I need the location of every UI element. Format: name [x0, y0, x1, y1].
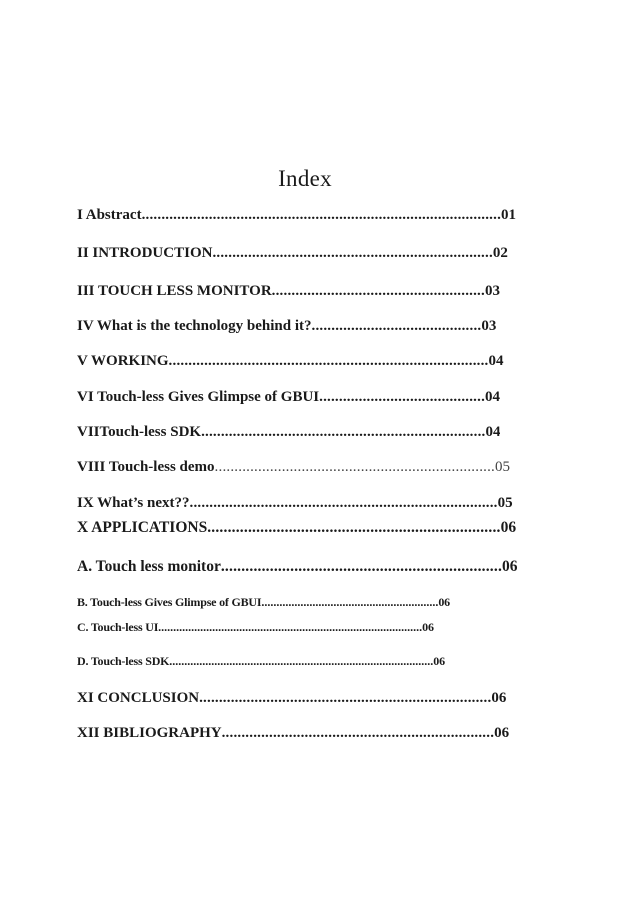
toc-entry-page: 03	[481, 318, 497, 334]
toc-entry-touch-less-monitor	[77, 282, 500, 300]
toc-entry-gbui-sub	[77, 595, 450, 609]
toc-entry-label: A. Touch less monitor	[77, 558, 221, 575]
toc-entry-label: III TOUCH LESS MONITOR	[77, 283, 272, 299]
toc-entry-page: 05	[495, 459, 510, 475]
toc-entry-leader: ...........................................................................................	[141, 207, 502, 223]
toc-entry-sdk-sub	[77, 654, 445, 668]
toc-entry-touch-less-monitor-sub	[77, 558, 518, 577]
toc-entry-leader: ...........................................................	[261, 595, 439, 609]
toc-entry-leader: .....................................................................	[221, 725, 495, 741]
toc-entry-introduction	[77, 244, 508, 262]
toc-entry-leader: ..............................................................................	[189, 495, 498, 511]
toc-entry-leader: ........................................................................................	[169, 654, 434, 668]
toc-entry-label: D. Touch-less SDK	[77, 654, 170, 668]
toc-entry-leader: .....................................................................	[220, 558, 503, 575]
toc-entry-page: 06	[491, 690, 507, 706]
toc-entry-leader: ..........................................................................	[199, 690, 492, 706]
toc-entry-page: 04	[488, 353, 504, 369]
toc-entry-leader: ........................................................................	[207, 519, 501, 536]
toc-entry-label: C. Touch-less UI	[77, 620, 159, 634]
toc-entry-abstract	[77, 206, 516, 224]
toc-entry-label: VI Touch-less Gives Glimpse of GBUI	[77, 389, 320, 405]
toc-entry-page: 04	[485, 424, 501, 440]
toc-entry-label: IV What is the technology behind it?	[77, 318, 312, 334]
toc-entry-label: XI CONCLUSION	[77, 690, 200, 706]
toc-entry-label: VIITouch-less SDK	[77, 424, 202, 440]
toc-entry-sdk	[77, 423, 500, 441]
toc-entry-page: 02	[492, 245, 508, 261]
toc-entry-leader: ........................................................................	[201, 424, 486, 440]
toc-entry-label: XII BIBLIOGRAPHY	[77, 725, 222, 741]
toc-entry-page: 06	[422, 620, 434, 634]
page-title: Index	[278, 166, 332, 191]
toc-entry-technology	[77, 317, 496, 335]
toc-entry-page: 03	[484, 283, 500, 299]
toc-entry-demo	[77, 458, 510, 476]
toc-entry-label: V WORKING	[77, 353, 169, 369]
toc-entry-applications	[77, 519, 516, 538]
toc-entry-conclusion	[77, 689, 506, 707]
toc-entry-page: 06	[500, 519, 517, 536]
toc-entry-label: IX What’s next??	[77, 495, 190, 511]
toc-entry-page: 01	[501, 207, 517, 223]
toc-entry-leader: .......................................................................	[214, 459, 495, 475]
toc-entry-whats-next	[77, 494, 513, 512]
toc-entry-page: 06	[494, 725, 510, 741]
toc-entry-leader: .......................................................................	[212, 245, 493, 261]
toc-entry-page: 06	[438, 595, 450, 609]
toc-entry-page: 04	[485, 389, 501, 405]
toc-entry-gbui	[77, 388, 500, 406]
toc-entry-leader: ........................................................................................	[158, 620, 423, 634]
toc-entry-page: 05	[497, 495, 513, 511]
toc-entry-working	[77, 352, 504, 370]
toc-entry-label: X APPLICATIONS	[77, 519, 208, 536]
toc-entry-leader: ..........................................	[319, 389, 486, 405]
toc-entry-touch-less-ui	[77, 620, 434, 634]
toc-entry-label: VIII Touch-less demo	[77, 459, 215, 475]
toc-entry-page: 06	[433, 654, 445, 668]
toc-entry-leader: .................................................................................	[168, 353, 489, 369]
toc-entry-page: 06	[502, 558, 518, 575]
toc-entry-label: II INTRODUCTION	[77, 245, 213, 261]
toc-entry-bibliography	[77, 724, 509, 742]
toc-entry-leader: ...........................................	[311, 318, 482, 334]
toc-entry-label: B. Touch-less Gives Glimpse of GBUI	[77, 595, 262, 609]
toc-entry-leader: ......................................................	[271, 283, 485, 299]
toc-entry-label: I Abstract	[77, 207, 142, 223]
